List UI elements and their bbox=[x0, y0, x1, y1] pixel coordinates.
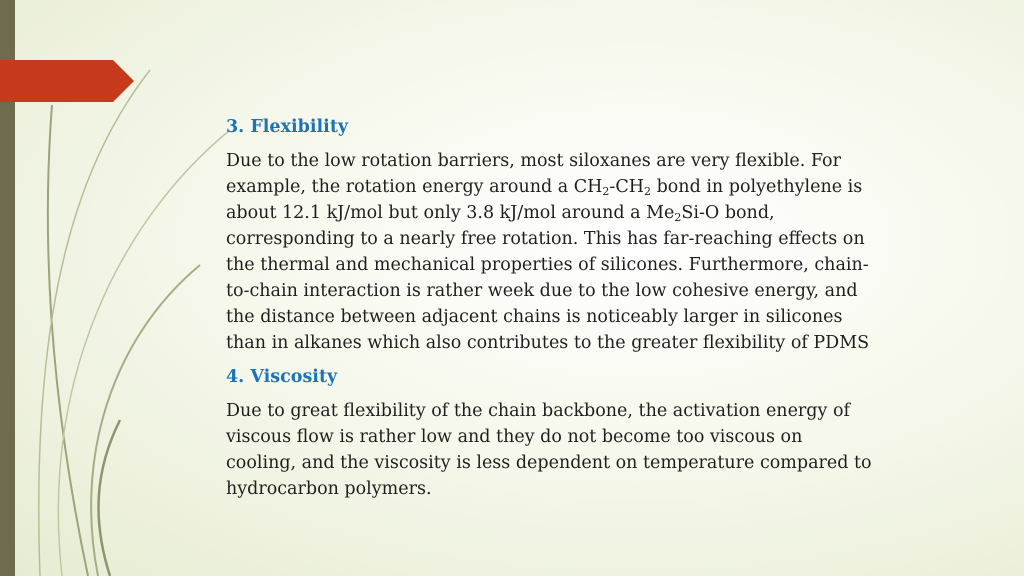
text-line: hydrocarbon polymers. bbox=[226, 479, 432, 499]
text-line: Due to the low rotation barriers, most siloxanes are very flexible. For bbox=[226, 151, 841, 171]
subscript: 2 bbox=[674, 211, 682, 224]
paragraph-flexibility bbox=[226, 148, 966, 356]
text-line: Due to great flexibility of the chain backbone, the activation energy of bbox=[226, 401, 850, 421]
paragraph-viscosity bbox=[226, 398, 966, 502]
text-line: about 12.1 kJ/mol but only 3.8 kJ/mol around a $Me_2Si-O$ bond, bbox=[226, 203, 775, 224]
text-line: example, the rotation energy around a $CH_2-CH_2$ bond in polyethylene is bbox=[226, 177, 863, 198]
subscript: 2 bbox=[644, 185, 651, 198]
heading-viscosity: 4. Viscosity bbox=[226, 367, 338, 387]
text-line: cooling, and the viscosity is less dependent on temperature compared to bbox=[226, 453, 872, 473]
text-line: the thermal and mechanical properties of silicones. Furthermore, chain- bbox=[226, 255, 869, 275]
text-line: to-chain interaction is rather week due to the low cohesive energy, and bbox=[226, 281, 858, 301]
heading-flexibility: 3. Flexibility bbox=[226, 117, 349, 137]
slide-content bbox=[226, 114, 966, 510]
text-line: viscous flow is rather low and they do not become too viscous on bbox=[226, 427, 803, 447]
text-line: corresponding to a nearly free rotation. This has far-reaching effects on bbox=[226, 229, 865, 249]
text-line: the distance between adjacent chains is noticeably larger in silicones bbox=[226, 307, 843, 327]
arrow-tab-shape bbox=[0, 0, 134, 576]
text-line: than in alkanes which also contributes to the greater flexibility of PDMS bbox=[226, 333, 870, 353]
subscript: 2 bbox=[602, 185, 610, 198]
